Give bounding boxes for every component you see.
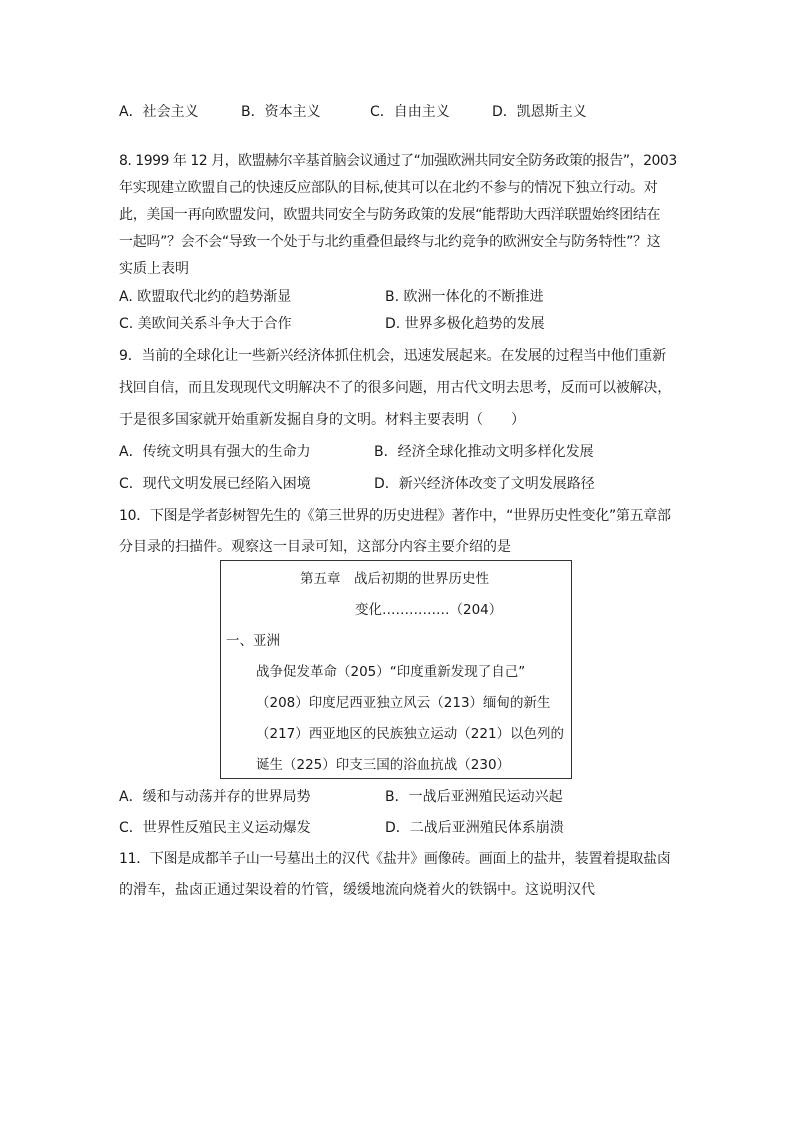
q8-option-d[interactable]: D. 世界多极化趋势的发展 — [385, 316, 545, 332]
q9-option-d[interactable]: D．新兴经济体改变了文明发展路径 — [374, 476, 595, 492]
q7-option-d[interactable]: D．凯恩斯主义 — [492, 104, 587, 120]
q10-stem-line: 10．下图是学者彭树智先生的《第三世界的历史进程》著作中，“世界历史性变化”第五章部 — [119, 508, 671, 524]
q9-stem-line: 9．当前的全球化让一些新兴经济体抓住机会，迅速发展起来。在发展的过程当中他们重新 — [119, 348, 666, 364]
q8-stem-line: 一起吗”？会不会“导致一个处于与北约重叠但最终与北约竞争的欧洲安全与防务特性”？这 — [119, 234, 661, 250]
q11-stem-line: 的滑车，盐卤正通过架设着的竹管，缓缓地流向烧着火的铁锅中。这说明汉代 — [119, 882, 595, 898]
q7-option-b[interactable]: B．资本主义 — [241, 104, 321, 120]
q10-option-c[interactable]: C．世界性反殖民主义运动爆发 — [119, 820, 311, 836]
q8-option-c[interactable]: C. 美欧间关系斗争大于合作 — [119, 316, 292, 332]
q11-stem-line: 11．下图是成都羊子山一号墓出土的汉代《盐井》画像砖。画面上的盐井，装置着提取盐卤 — [119, 851, 671, 867]
q9-option-c[interactable]: C．现代文明发展已经陷入困境 — [119, 476, 311, 492]
q7-option-a[interactable]: A．社会主义 — [119, 104, 199, 120]
q10-option-d[interactable]: D．二战后亚洲殖民体系崩溃 — [385, 820, 564, 836]
toc-entry: （217）西亚地区的民族独立运动（221）以色列的 — [256, 726, 565, 742]
table-of-contents-scan — [220, 560, 572, 779]
q9-option-a[interactable]: A．传统文明具有强大的生命力 — [119, 444, 311, 460]
q8-stem-line: 此，美国一再向欧盟发问，欧盟共同安全与防务政策的发展“能帮助大西洋联盟始终团结在 — [119, 207, 661, 223]
toc-chapter-title: 第五章 战后初期的世界历史性 — [300, 571, 489, 587]
q10-stem-line: 分目录的扫描件。观察这一目录可知，这部分内容主要介绍的是 — [119, 539, 511, 555]
q8-stem-line: 8. 1999 年 12 月，欧盟赫尔辛基首脑会议通过了“加强欧洲共同安全防务政策的报告”，2003 — [119, 153, 677, 169]
q9-stem-line: 找回自信，而且发现现代文明解决不了的很多问题，用古代文明去思考，反而可以被解决， — [119, 380, 671, 396]
q8-stem-line: 年实现建立欧盟自己的快速反应部队的目标,使其可以在北约不参与的情况下独立行动。对 — [119, 180, 658, 196]
q8-option-a[interactable]: A. 欧盟取代北约的趋势渐显 — [119, 289, 292, 305]
q9-option-b[interactable]: B．经济全球化推动文明多样化发展 — [374, 444, 594, 460]
toc-entry: （208）印度尼西亚独立风云（213）缅甸的新生 — [256, 695, 551, 711]
q10-option-a[interactable]: A．缓和与动荡并存的世界局势 — [119, 789, 311, 805]
q7-option-c[interactable]: C．自由主义 — [370, 104, 450, 120]
toc-section-heading: 一、亚洲 — [226, 633, 280, 649]
q10-option-b[interactable]: B．一战后亚洲殖民运动兴起 — [385, 789, 563, 805]
q8-stem-line: 实质上表明 — [119, 261, 189, 277]
q8-option-b[interactable]: B. 欧洲一体化的不断推进 — [385, 289, 544, 305]
toc-entry: 诞生（225）印支三国的浴血抗战（230） — [256, 757, 511, 773]
toc-entry: 战争促发革命（205）“印度重新发现了自己” — [256, 664, 526, 680]
toc-chapter-title-continued: 变化……………（204） — [355, 602, 503, 618]
q9-stem-line: 于是很多国家就开始重新发掘自身的文明。材料主要表明（ ） — [119, 412, 525, 428]
